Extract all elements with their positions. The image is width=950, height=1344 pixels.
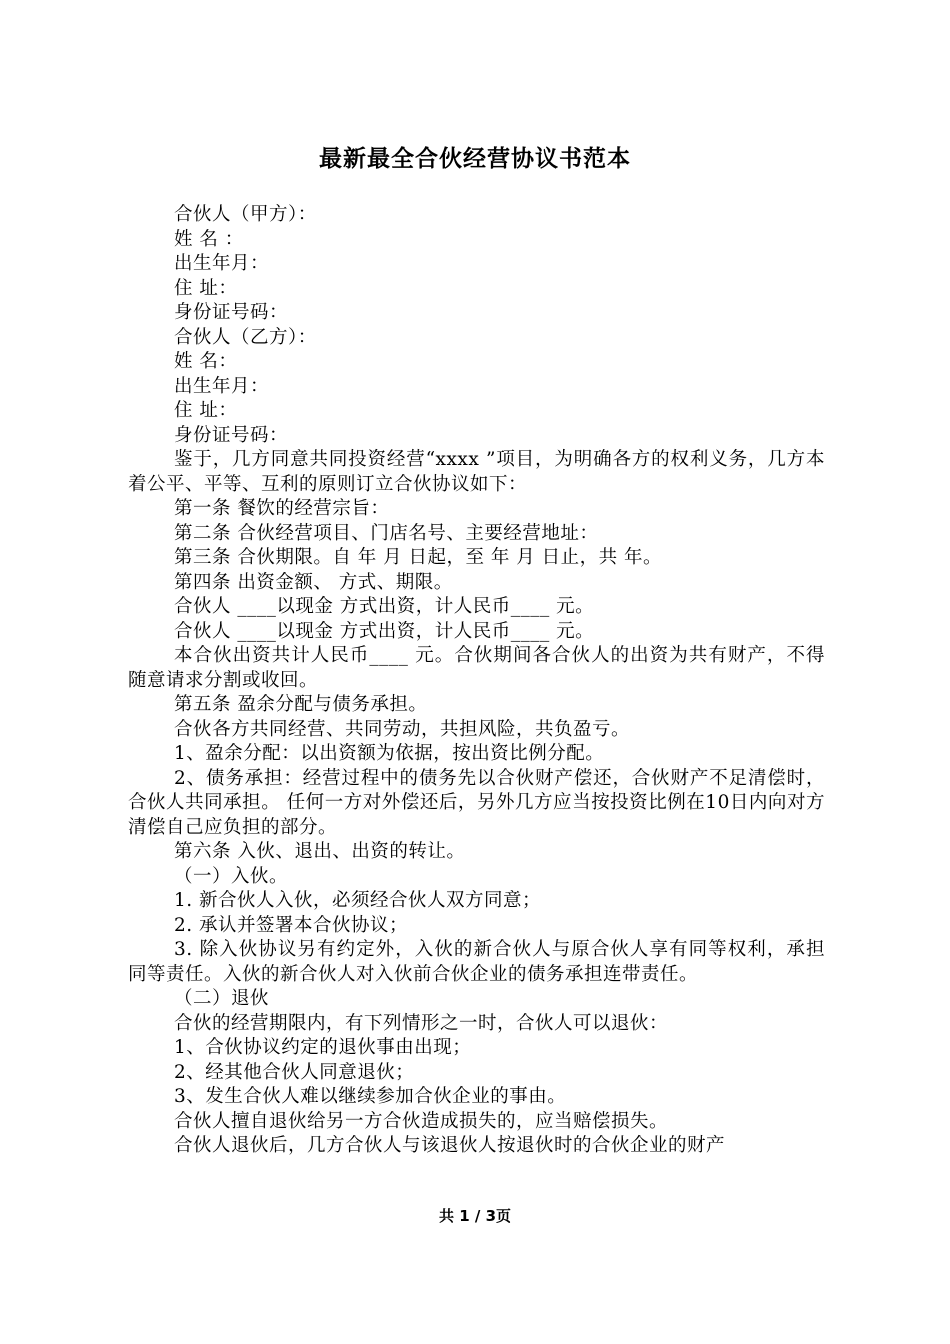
paragraph: 合伙人 ____以现金 方式出资，计人民币____ 元。 [174,620,595,642]
paragraph: 3. 除入伙协议另有约定外，入伙的新合伙人与原合伙人享有同等权利，承担同等责任。入伙的新合伙人对入伙前合伙企业的债务承担连带责任。 [128,939,825,985]
paragraph: 合伙人擅自退伙给另一方合伙造成损失的，应当赔偿损失。 [174,1110,669,1132]
paragraph: 第二条 合伙经营项目、门店名号、主要经营地址： [174,522,599,544]
paragraph: 2、债务承担：经营过程中的债务先以合伙财产偿还，合伙财产不足清偿时，合伙人共同承担。 任何一方对外偿还后，另外几方应当按投资比例在10日内向对方清偿自己应负担的部分。 [128,767,825,838]
paragraph: 1. 新合伙人入伙，必须经合伙人双方同意； [174,890,542,911]
paragraph: 鉴于，几方同意共同投资经营“xxxx ”项目，为明确各方的权利义务，几方本着公平、平等、互利的原则订立合伙协议如下： [128,449,825,495]
page-number-footer: 共 1 / 3页 [438,1207,512,1225]
paragraph: 姓 名： [174,351,238,372]
paragraph: 1、合伙协议约定的退伙事由出现； [174,1037,472,1058]
paragraph: 合伙各方共同经营、共同劳动，共担风险，共负盈亏。 [174,718,631,740]
paragraph: 姓 名 ： [174,228,244,250]
paragraph: （二）退伙 [174,988,270,1009]
paragraph: 第六条 入伙、退出、出资的转让。 [174,841,466,862]
paragraph: 第五条 盈余分配与债务承担。 [174,694,428,715]
paragraph: 3、发生合伙人难以继续参加合伙企业的事由。 [174,1086,567,1107]
paragraph: 合伙人（甲方）： [174,204,317,225]
paragraph: 合伙的经营期限内，有下列情形之一时，合伙人可以退伙： [174,1012,669,1034]
paragraph: 出生年月： [174,253,270,274]
paragraph: 第一条 餐饮的经营宗旨： [174,498,390,519]
paragraph: 出生年月： [174,375,270,397]
document-title: 最新最全合伙经营协议书范本 [319,146,631,172]
paragraph: 住 址： [174,277,238,299]
paragraph: 第三条 合伙期限。自 年 月 日起，至 年 月 日止，共 年。 [174,547,663,568]
paragraph: （一）入伙。 [174,865,289,887]
paragraph: 本合伙出资共计人民币____ 元。合伙期间各合伙人的出资为共有财产，不得随意请求分割或收回。 [128,645,825,691]
document-body [128,203,825,1159]
paragraph: 合伙人（乙方）： [174,326,317,348]
paragraph: 1、盈余分配：以出资额为依据，按出资比例分配。 [174,743,605,764]
paragraph: 身份证号码： [174,424,289,446]
paragraph: 住 址： [174,400,238,421]
paragraph: 2. 承认并签署本合伙协议； [174,914,409,936]
paragraph: 2、经其他合伙人同意退伙； [174,1061,415,1083]
paragraph: 第四条 出资金额、 方式、期限。 [174,571,453,593]
paragraph: 身份证号码： [174,302,289,323]
paragraph: 合伙人 ____以现金 方式出资，计人民币____ 元。 [174,596,595,617]
paragraph: 合伙人退伙后，几方合伙人与该退伙人按退伙时的合伙企业的财产 [174,1135,726,1156]
